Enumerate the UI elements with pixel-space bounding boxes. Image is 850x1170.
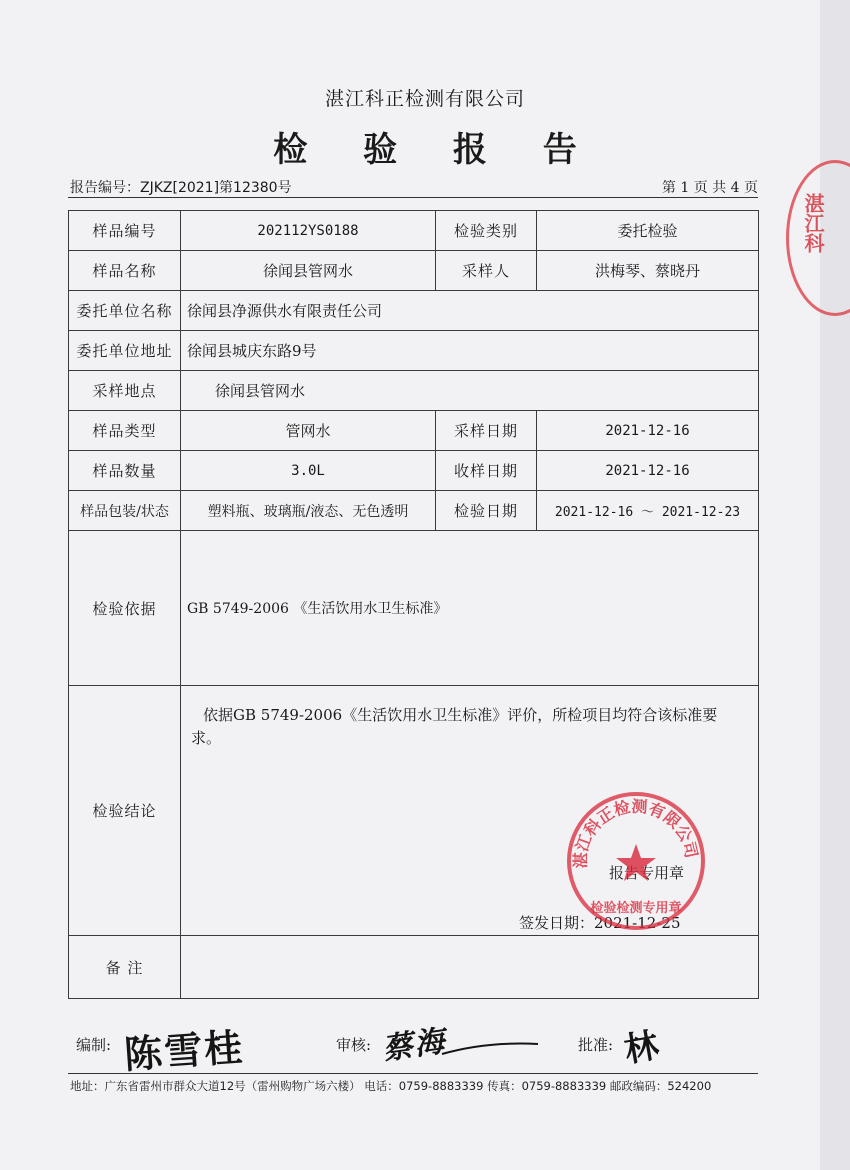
receipt-date-label: 收样日期 [436, 451, 537, 491]
table-row [69, 371, 759, 411]
sample-qty-label: 样品数量 [69, 451, 181, 491]
seal-ring-text: 湛江科正检测有限公司 [570, 796, 702, 869]
side-stamp-text: 湛江科 [801, 193, 825, 253]
table-row [69, 491, 759, 531]
sample-type-value: 管网水 [181, 411, 436, 451]
table-row [69, 411, 759, 451]
inspection-type-label: 检验类别 [436, 211, 537, 251]
sampling-date-value: 2021-12-16 [537, 411, 759, 451]
sampling-site-label: 采样地点 [69, 371, 181, 411]
stamp-note: 报告专用章 [609, 864, 685, 882]
client-address-label: 委托单位地址 [69, 331, 181, 371]
table-row [69, 451, 759, 491]
inspection-type-value: 委托检验 [537, 211, 759, 251]
editor-signature: 陈雪桂 [122, 1023, 246, 1078]
official-seal [565, 790, 707, 932]
table-row [69, 936, 759, 999]
report-number [70, 177, 292, 197]
packaging-value: 塑料瓶、玻璃瓶/液态、无色透明 [181, 491, 436, 531]
table-row [69, 211, 759, 251]
side-stamp [786, 160, 850, 316]
basis-value: GB 5749-2006 《生活饮用水卫生标准》 [181, 531, 759, 686]
table-row [69, 531, 759, 686]
receipt-date-value: 2021-12-16 [537, 451, 759, 491]
table-row [69, 331, 759, 371]
sample-no-value: 202112YS0188 [181, 211, 436, 251]
test-date-label: 检验日期 [436, 491, 537, 531]
sample-no-label: 样品编号 [69, 211, 181, 251]
sampler-value: 洪梅琴、蔡晓丹 [537, 251, 759, 291]
approver-label: 批准: [578, 1036, 614, 1054]
remarks-value [181, 936, 759, 999]
seal-bottom-text: 检验检测专用章 [590, 901, 682, 916]
company-name: 湛江科正检测有限公司 [324, 88, 525, 110]
document-title: 检 验 报 告 [273, 130, 599, 170]
table-row [69, 291, 759, 331]
seal-star-icon [616, 844, 656, 881]
reviewer-signature-flourish [440, 1032, 540, 1062]
conclusion-text: 依据GB 5749-2006《生活饮用水卫生标准》评价，所检项目均符合该标准要求。 [191, 706, 718, 747]
sample-type-label: 样品类型 [69, 411, 181, 451]
client-name-value: 徐闻县净源供水有限责任公司 [181, 291, 759, 331]
editor-label: 编制: [76, 1036, 112, 1054]
basis-label: 检验依据 [69, 531, 181, 686]
sample-name-value: 徐闻县管网水 [181, 251, 436, 291]
sample-qty-value: 3.0L [181, 451, 436, 491]
approver-signature: 林 [621, 1025, 664, 1071]
footer-divider [68, 1073, 758, 1074]
page-info: 第 1 页 共 4 页 [661, 180, 758, 196]
sampler-label: 采样人 [436, 251, 537, 291]
sampling-site-value: 徐闻县管网水 [181, 371, 759, 411]
conclusion-label: 检验结论 [69, 686, 181, 936]
report-number-label: 报告编号： [70, 180, 140, 196]
sample-name-label: 样品名称 [69, 251, 181, 291]
reviewer-label: 审核: [336, 1036, 372, 1054]
footer-address: 地址：广东省雷州市群众大道12号（雷州购物广场六楼） 电话：0759-8883339 传真：0759-8883339 邮政编码：524200 [70, 1079, 712, 1093]
header-divider [68, 197, 758, 198]
issue-date: 签发日期：2021-12-25 [519, 914, 681, 932]
packaging-label: 样品包装/状态 [69, 491, 181, 531]
report-number-value: ZJKZ[2021]第12380号 [140, 180, 292, 196]
client-address-value: 徐闻县城庆东路9号 [181, 331, 759, 371]
reviewer-signature: 蔡海 [380, 1023, 449, 1068]
table-row [69, 251, 759, 291]
test-date-value: 2021-12-16 ～ 2021-12-23 [537, 491, 759, 531]
signature-row [0, 1020, 850, 1080]
remarks-label: 备 注 [69, 936, 181, 999]
client-name-label: 委托单位名称 [69, 291, 181, 331]
sampling-date-label: 采样日期 [436, 411, 537, 451]
